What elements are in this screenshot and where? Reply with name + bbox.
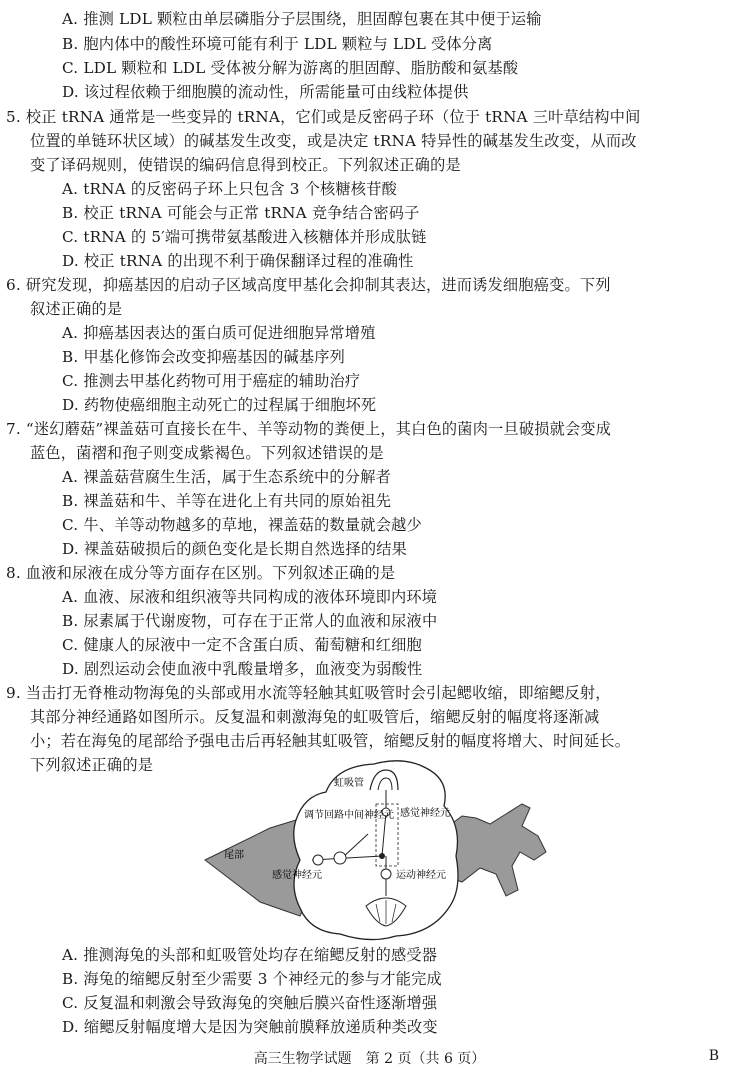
- q9-option-d: D. 缩鳃反射幅度增大是因为突触前膜释放递质种类改变: [62, 1018, 438, 1036]
- head-region: [446, 804, 546, 896]
- q7-stem-line-2: 蓝色，菌褶和孢子则变成紫褐色。下列叙述错误的是: [30, 444, 384, 462]
- footer-page-info: 高三生物学试题 第 2 页（共 6 页）: [253, 1051, 486, 1067]
- q8-stem-line-1: 8. 血液和尿液在成分等方面存在区别。下列叙述正确的是: [6, 564, 396, 582]
- q5-option-c: C. tRNA 的 5′端可携带氨基酸进入核糖体并形成肽链: [62, 228, 427, 246]
- q6-stem-line-1: 6. 研究发现，抑癌基因的启动子区域高度甲基化会抑制其表达，进而诱发细胞癌变。下列: [6, 276, 611, 294]
- q9-stem-line-3: 小；若在海兔的尾部给予强电击后再轻触其虹吸管，缩鳃反射的幅度将增大、时间延长。: [30, 732, 631, 750]
- q9-stem-line-1: 9. 当击打无脊椎动物海兔的头部或用水流等轻触其虹吸管时会引起鳃收缩，即缩鳃反射，: [6, 684, 611, 702]
- sea-hare-neural-pathway-diagram: [200, 756, 550, 944]
- q7-stem-line-1: 7. “迷幻蘑菇”裸盖菇可直接长在牛、羊等动物的粪便上，其白色的菌肉一旦破损就会变成: [6, 420, 612, 438]
- q9-option-a: A. 推测海兔的头部和虹吸管处均存在缩鳃反射的感受器: [62, 946, 438, 964]
- synapse-point: [379, 853, 385, 859]
- interneuron-body: [334, 852, 346, 864]
- q8-option-b: B. 尿素属于代谢废物，可存在于正常人的血液和尿液中: [62, 612, 438, 630]
- q7-option-a: A. 裸盖菇营腐生生活，属于生态系统中的分解者: [62, 468, 391, 486]
- q7-option-b: B. 裸盖菇和牛、羊等在进化上有共同的原始祖先: [62, 492, 392, 510]
- q4-option-c: C. LDL 颗粒和 LDL 受体被分解为游离的胆固醇、脂肪酸和氨基酸: [62, 59, 519, 77]
- q8-option-a: A. 血液、尿液和组织液等共同构成的液体环境即内环境: [62, 588, 438, 606]
- q6-option-c: C. 推测去甲基化药物可用于癌症的辅助治疗: [62, 372, 361, 390]
- q8-option-c: C. 健康人的尿液中一定不含蛋白质、葡萄糖和红细胞: [62, 636, 422, 654]
- label-sensory-top: 感觉神经元: [400, 808, 450, 819]
- label-tail: 尾部: [224, 850, 244, 861]
- q6-option-a: A. 抑癌基因表达的蛋白质可促进细胞异常增殖: [62, 324, 376, 342]
- q5-option-d: D. 校正 tRNA 的出现不利于确保翻译过程的准确性: [62, 252, 414, 270]
- q7-option-d: D. 裸盖菇破损后的颜色变化是长期自然选择的结果: [62, 540, 408, 558]
- q5-stem-line-1: 5. 校正 tRNA 通常是一些变异的 tRNA，它们或是反密码子环（位于 tRNA 三叶草结构中间: [6, 108, 641, 126]
- label-sensory-left: 感觉神经元: [272, 870, 322, 881]
- q9-option-c: C. 反复温和刺激会导致海兔的突触后膜兴奋性逐渐增强: [62, 994, 438, 1012]
- q4-option-d: D. 该过程依赖于细胞膜的流动性，所需能量可由线粒体提供: [62, 83, 469, 101]
- footer-version-letter: B: [708, 1048, 719, 1064]
- q4-option-b: B. 胞内体中的酸性环境可能有利于 LDL 颗粒与 LDL 受体分离: [62, 35, 493, 53]
- q8-option-d: D. 剧烈运动会使血液中乳酸量增多，血液变为弱酸性: [62, 660, 423, 678]
- q7-option-c: C. 牛、羊等动物越多的草地，裸盖菇的数量就会越少: [62, 516, 422, 534]
- q6-stem-line-2: 叙述正确的是: [30, 300, 123, 318]
- label-motor: 运动神经元: [396, 870, 446, 881]
- q6-option-b: B. 甲基化修饰会改变抑癌基因的碱基序列: [62, 348, 346, 366]
- q5-stem-line-3: 变了译码规则，使错误的编码信息得到校正。下列叙述正确的是: [30, 156, 461, 174]
- q5-option-b: B. 校正 tRNA 可能会与正常 tRNA 竞争结合密码子: [62, 204, 420, 222]
- q6-option-d: D. 药物使癌细胞主动死亡的过程属于细胞坏死: [62, 396, 377, 414]
- q9-stem-line-2: 其部分神经通路如图所示。反复温和刺激海兔的虹吸管后，缩鳃反射的幅度将逐渐减: [30, 708, 600, 726]
- label-interneuron: 调节回路中间神经元: [304, 810, 394, 821]
- sensory-neuron-left-body: [313, 855, 323, 865]
- q9-option-b: B. 海兔的缩鳃反射至少需要 3 个神经元的参与才能完成: [62, 970, 442, 988]
- q4-option-a: A. 推测 LDL 颗粒由单层磷脂分子层围绕，胆固醇包裹在其中便于运输: [62, 10, 542, 28]
- q5-stem-line-2: 位置的单链环状区域）的碱基发生改变，或是决定 tRNA 特异性的碱基发生改变，从而改: [30, 132, 637, 150]
- motor-neuron-body: [381, 869, 391, 879]
- q5-option-a: A. tRNA 的反密码子环上只包含 3 个核糖核苷酸: [62, 180, 397, 198]
- label-siphon: 虹吸管: [334, 778, 364, 789]
- q9-stem-line-4: 下列叙述正确的是: [30, 756, 154, 774]
